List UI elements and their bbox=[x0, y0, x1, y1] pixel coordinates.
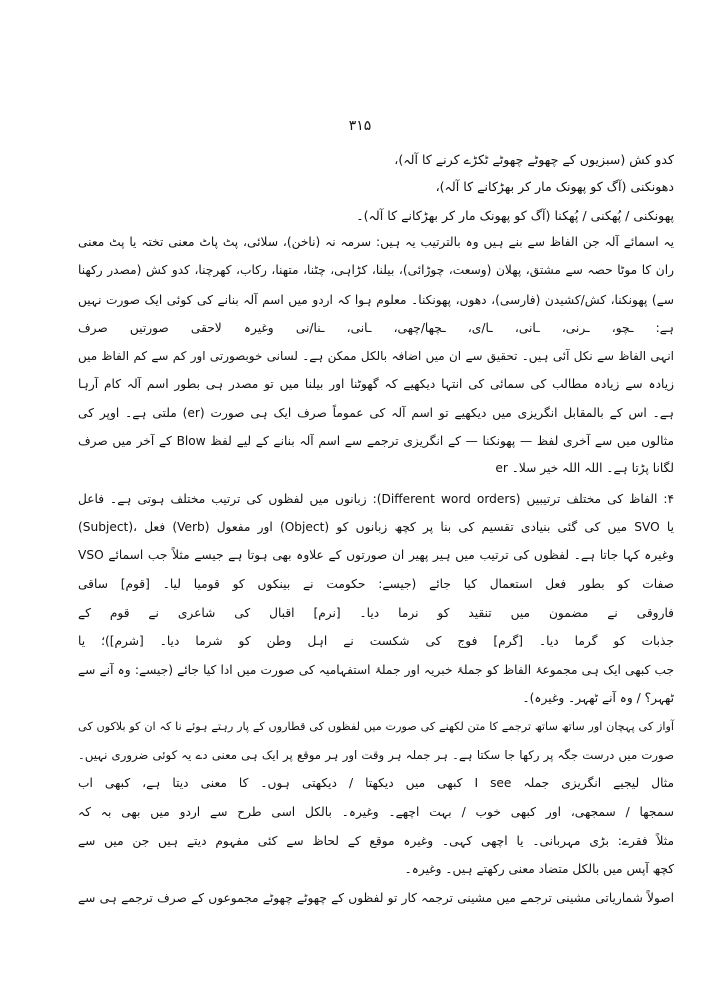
paragraph-line: ران کا موٹا حصہ سے مشتق، پھلان (وسعت، چوڑائی)، بیلنا، کڑاہی، چٹنا، متھنا، رکاب، کھرچنا، کدو کش (مصدر رکھنا bbox=[78, 263, 674, 277]
paragraph-line: کچھ آپس میں بالکل متضاد معنی رکھتے ہیں۔ وغیرہ۔ bbox=[404, 862, 674, 876]
paragraph-line: صورت میں درست جگہ پر رکھا جا سکتا ہے۔ ہر جملہ ہر وقت اور ہر موقع پر ایک ہی معنی دے یہ کوئی ضروری نہیں۔ bbox=[78, 748, 674, 762]
paragraph-line: (Subject)، فعل (Verb) اور مفعول (Object) میں کی گئی بنیادی تقسیم کی بنا پر کچھ زبانوں کو SVO یا bbox=[78, 520, 674, 534]
tool-name-line: کدو کش (سبزیوں کے چھوٹے چھوٹے ٹکڑے کرنے کا آلہ)، bbox=[394, 152, 674, 167]
paragraph-line: اصولاً شماریاتی مشینی ترجمے میں مشینی ترجمہ کار تو لفظوں کے چھوٹے چھوٹے مجموعوں کے صرف ترجمے ہی سے bbox=[78, 891, 674, 905]
paragraph-line: مثلاً فقرے: بڑی مہربانی۔ یا اچھی کہی۔ وغیرہ موقع کے لحاظ سے کئی مفہوم دیتے ہیں جن میں سے bbox=[78, 834, 674, 848]
paragraph-line: انہی الفاظ سے نکل آئی ہیں۔ تحقیق سے ان میں اضافہ بالکل ممکن ہے۔ لسانی خوبصورتی اور کم سے کم الفاظ میں bbox=[78, 349, 674, 363]
paragraph-line: مثالوں میں سے آخری لفظ — پھونکنا — کے انگریزی ترجمے سے اسم آلہ بنانے کے لیے لفظ Blow کے آخر میں صرف bbox=[78, 434, 674, 448]
paragraph-line: سے) پھونکنا، کش/کشیدن (فارسی)، دھوں، پھونکنا۔ معلوم ہوا کہ اردو میں اسم آلہ بنانے کی کوئی ایک صورت نہیں bbox=[78, 293, 674, 307]
paragraph-line: سمجھا / سمجھی، اور کبھی خوب / بہت اچھے۔ وغیرہ۔ بالکل اسی طرح سے اردو میں بھی بہ کہ bbox=[78, 805, 674, 819]
paragraph-line: فاروقی نے مضمون میں تنقید کو نرما دیا۔ [نرم] اقبال کی شاعری نے قوم کے bbox=[78, 606, 674, 620]
paragraph-line: ہے: ـچو، ـرنی، ـانی، ـا/ی، ـچھا/چھی، ـانی، ـنا/نی وغیرہ لاحقی صورتیں صرف bbox=[78, 321, 674, 335]
paragraph-line: ٹھہر؟ / وہ آنے ٹھہر۔ وغیرہ)۔ bbox=[522, 691, 674, 705]
paragraph-line: یہ اسمائے آلہ جن الفاظ سے بنے ہیں وہ بالترتیب یہ ہیں: سرمہ نہ (ناخن)، سلائی، پٹ پاٹ معنی تختہ یا پٹ معنی bbox=[78, 235, 674, 249]
tool-name-line: پھونکنی / پُھکنی / پُھکنا (آگ کو پھونک مار کر بھڑکانے کا آلہ)۔ bbox=[356, 208, 674, 223]
paragraph-line: ہے۔ اس کے بالمقابل انگریزی میں دیکھیے تو اسم آلہ کی عموماً صرف ایک ہی صورت (er) ملتی ہے۔ اوپر کی bbox=[78, 406, 674, 420]
paragraph-line: ۴: الفاظ کی مختلف ترتیبیں (Different word orders): زبانوں میں لفظوں کی ترتیب مختلف ہوتی ہے۔ فاعل bbox=[78, 492, 674, 506]
page-number: ۳۱۵ bbox=[348, 118, 372, 134]
paragraph-line: مثال لیجیے انگریزی جملہ I see کبھی میں دیکھتا / دیکھتی ہوں۔ کا معنی دیتا ہے، کبھی اب bbox=[78, 776, 674, 790]
paragraph-line: زیادہ سے زیادہ مطالب کی سمائی کی انتہا دیکھیے کہ گھوٹنا اور بیلنا میں تو مصدر ہی بطور اسم آلہ کام آرہا bbox=[78, 377, 674, 391]
paragraph-line: جذبات کو گرما دیا۔ [گرم] فوج کی شکست نے اہل وطن کو شرما دیا۔ [شرم])؛ یا bbox=[78, 634, 674, 648]
paragraph-line: صفات کو بطور فعل استعمال کیا جائے (جیسے: حکومت نے بینکوں کو قومیا لیا۔ [قوم] ساقی bbox=[78, 577, 674, 591]
tool-name-line: دھونکنی (آگ کو پھونک مار کر بھڑکانے کا آلہ)، bbox=[435, 179, 674, 194]
paragraph-line: er لگانا پڑتا ہے۔ اللہ اللہ خیر سلا۔ bbox=[495, 461, 674, 475]
paragraph-line: VSO وغیرہ کہا جاتا ہے۔ لفظوں کی ترتیب میں ہیر پھیر ان صورتوں کے علاوہ بھی ہوتا ہے جیسے مثلاً جب اسمائے bbox=[78, 548, 675, 562]
paragraph-line: جب کبھی ایک ہی مجموعۂ الفاظ کو جملۂ خبریہ اور جملۂ استفہامیہ کی صورت میں ادا کیا جائے (جیسے: وہ آنے سے bbox=[78, 663, 674, 677]
paragraph-line: آواز کی پہچان اور ساتھ ساتھ ترجمے کا متن لکھنے کی صورت میں لفظوں کی قطاروں کے پار رہتے ہوئے نا کہ ان کو بلاکوں کی bbox=[78, 720, 674, 733]
